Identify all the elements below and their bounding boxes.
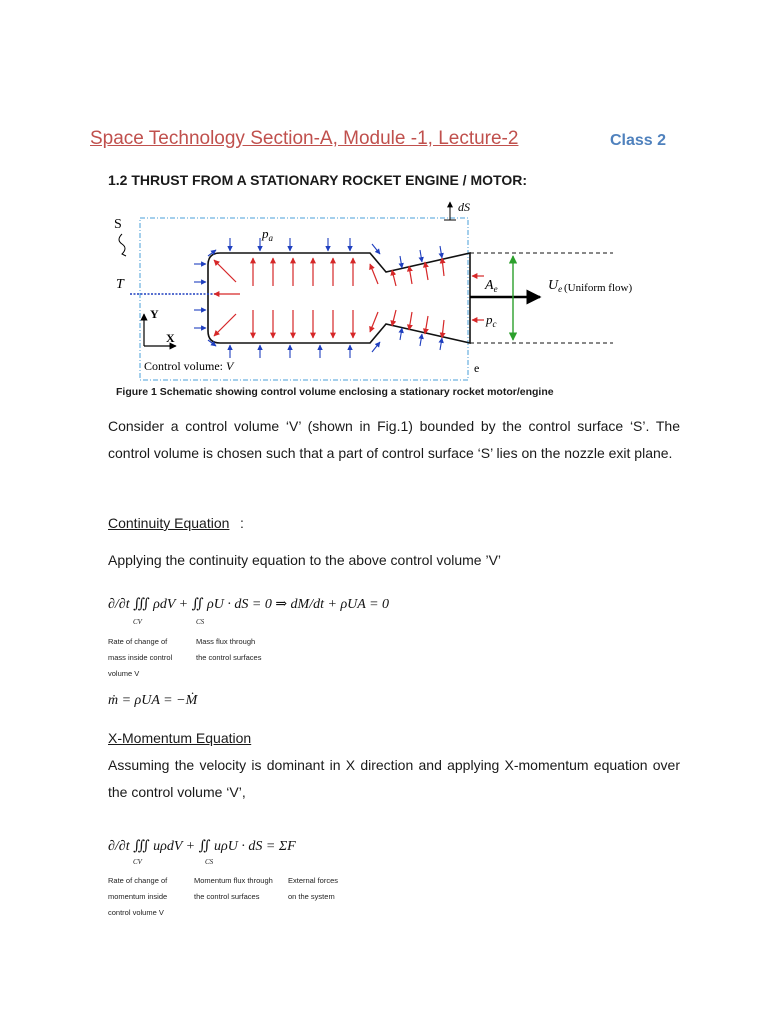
paragraph-control-volume: Consider a control volume ‘V’ (shown in Fig.1) bounded by the control surface ‘S’. The control volume is chosen such that a part of control surface ‘S’ lies on the nozzle exit plane. bbox=[108, 418, 680, 461]
momentum-equation: ∂/∂t ∭ uρdV + ∬ uρU · dS = ΣF bbox=[108, 839, 296, 854]
heading-continuity: Continuity Equation bbox=[108, 515, 230, 531]
paragraph-x-momentum: Assuming the velocity is dominant in X direction and applying X-momentum equation over the control volume ‘V’, bbox=[108, 757, 680, 800]
momentum-sub-cv: CV bbox=[133, 858, 142, 866]
continuity-intro: Applying the continuity equation to the above control volume ’V’ bbox=[108, 552, 502, 568]
section-title: 1.2 THRUST FROM A STATIONARY ROCKET ENGINE / MOTOR: bbox=[108, 172, 527, 188]
engine-outline bbox=[208, 253, 470, 343]
momentum-note-flux: Momentum flux through the control surfaces bbox=[194, 876, 273, 901]
label-ae: $A_e$ bbox=[485, 278, 498, 294]
label-pa: $p_a$ bbox=[262, 226, 273, 243]
continuity-sub-cs: CS bbox=[196, 618, 205, 626]
label-x-axis: X bbox=[166, 331, 175, 345]
figure-caption: Figure 1 Schematic showing control volume enclosing a stationary rocket motor/engine bbox=[116, 386, 554, 398]
continuity-sub-cv: CV bbox=[133, 618, 142, 626]
label-t: T bbox=[116, 277, 124, 292]
label-ue: $U_e$ bbox=[548, 278, 563, 294]
continuity-equation: ∂/∂t ∭ ρdV + ∬ ρU · dS = 0 ⇒ dM/dt + ρUA = 0 bbox=[108, 597, 390, 612]
heading-continuity-suffix: : bbox=[240, 515, 244, 531]
momentum-sub-cs: CS bbox=[205, 858, 214, 866]
header-class-label: Class 2 bbox=[610, 132, 667, 149]
label-pc: $p_c$ bbox=[486, 312, 497, 329]
label-ds: dS bbox=[458, 200, 470, 214]
label-uniform-flow: (Uniform flow) bbox=[564, 282, 633, 294]
momentum-note-forces: External forces on the system bbox=[288, 876, 339, 901]
heading-x-momentum: X-Momentum Equation bbox=[108, 730, 252, 746]
rocket-control-volume-figure bbox=[108, 198, 668, 384]
control-volume-boundary bbox=[140, 218, 468, 380]
label-e: e bbox=[474, 361, 480, 375]
continuity-note-mass: Rate of change of mass inside control volume V bbox=[108, 637, 173, 678]
label-y-axis: Y bbox=[150, 307, 159, 321]
continuity-note-flux: Mass flux through the control surfaces bbox=[196, 637, 262, 662]
momentum-note-rate: Rate of change of momentum inside control volume V bbox=[108, 876, 168, 917]
mass-flow-equation: ṁ = ρUA = −Ṁ bbox=[108, 693, 198, 708]
label-control-volume: Control volume: V bbox=[144, 359, 234, 373]
chamber-pressure-arrows bbox=[214, 258, 484, 338]
surface-s-pointer bbox=[119, 234, 126, 256]
header-left-title: Space Technology Section-A, Module -1, Lecture-2 bbox=[90, 128, 519, 149]
ambient-pressure-arrows bbox=[194, 238, 442, 358]
label-s: S bbox=[114, 217, 122, 232]
